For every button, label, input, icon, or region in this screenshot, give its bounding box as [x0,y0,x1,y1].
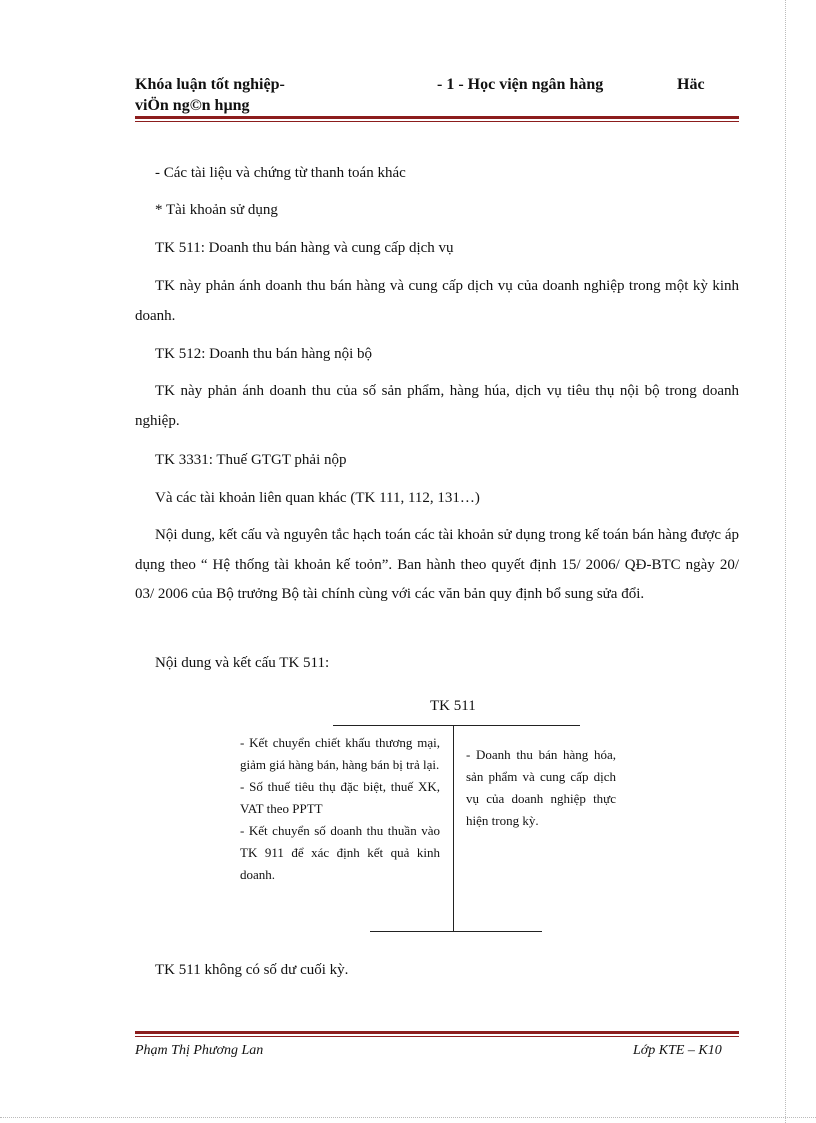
header-rule-thick [135,116,739,119]
header-title: Khóa luận tốt nghiệp- [135,76,285,93]
header-rule-thin [135,121,739,122]
footer-author: Phạm Thị Phương Lan [135,1043,264,1058]
t-account-debit [240,732,440,886]
header-right: Häc [677,76,705,93]
paragraph: Và các tài khoản liên quan khác (TK 111, 112, 131…) [155,490,480,506]
t-account-bottom-line [370,931,542,932]
paragraph: - Các tài liệu và chứng từ thanh toán khác [155,165,406,181]
paragraph: Nội dung, kết cấu và nguyên tắc hạch toán các tài khoản sử dụng trong kế toán bán hàng được áp dụng theo “ Hệ thống tài khoản kế toỏn”. Ban hành theo quyết định 15/ 2006/ QĐ-BTC ngày 20/ 03/ 2006 của Bộ trưởng Bộ tài chính cùng với các văn bản quy định bổ sung sửa đổi. [135,527,739,602]
t-account-top-line [333,725,580,726]
debit-line: - Số thuế tiêu thụ đặc biệt, thuế XK, VAT theo PPTT [240,779,440,816]
debit-line: - Kết chuyển số doanh thu thuần vào TK 911 để xác định kết quả kinh doanh. [240,823,440,882]
paragraph: TK này phản ánh doanh thu bán hàng và cung cấp dịch vụ của doanh nghiệp trong một kỳ kinh doanh. [135,278,739,324]
header-title-line2: viÖn ng©n hµng [135,97,250,114]
paragraph: TK 3331: Thuế GTGT phải nộp [155,452,347,468]
footer-rule-thick [135,1031,739,1034]
paragraph: TK 512: Doanh thu bán hàng nội bộ [155,346,373,362]
footer-class: Lớp KTE – K10 [633,1043,722,1058]
paragraph: * Tài khoản sử dụng [155,202,278,218]
closing-paragraph: TK 511 không có số dư cuối kỳ. [155,962,349,978]
header-page-center: - 1 - Học viện ngân hàng [437,76,604,93]
t-account-title: TK 511 [430,698,476,714]
t-account-credit [466,744,616,832]
debit-line: - Kết chuyển chiết khấu thương mại, giảm giá hàng bán, hàng bán bị trả lại. [240,735,440,772]
paragraph: Nội dung và kết cấu TK 511: [155,655,330,671]
page-edge-right [785,0,786,1123]
footer-rule-thin [135,1036,739,1037]
credit-line: - Doanh thu bán hàng hóa, sản phẩm và cung cấp dịch vụ của doanh nghiệp thực hiện trong kỳ. [466,747,616,828]
page-edge-bottom [0,1117,816,1118]
paragraph: TK 511: Doanh thu bán hàng và cung cấp dịch vụ [155,240,454,256]
t-account-divider [453,726,454,931]
paragraph: TK này phản ánh doanh thu của số sản phẩm, hàng húa, dịch vụ tiêu thụ nội bộ trong doanh nghiệp. [135,383,739,429]
